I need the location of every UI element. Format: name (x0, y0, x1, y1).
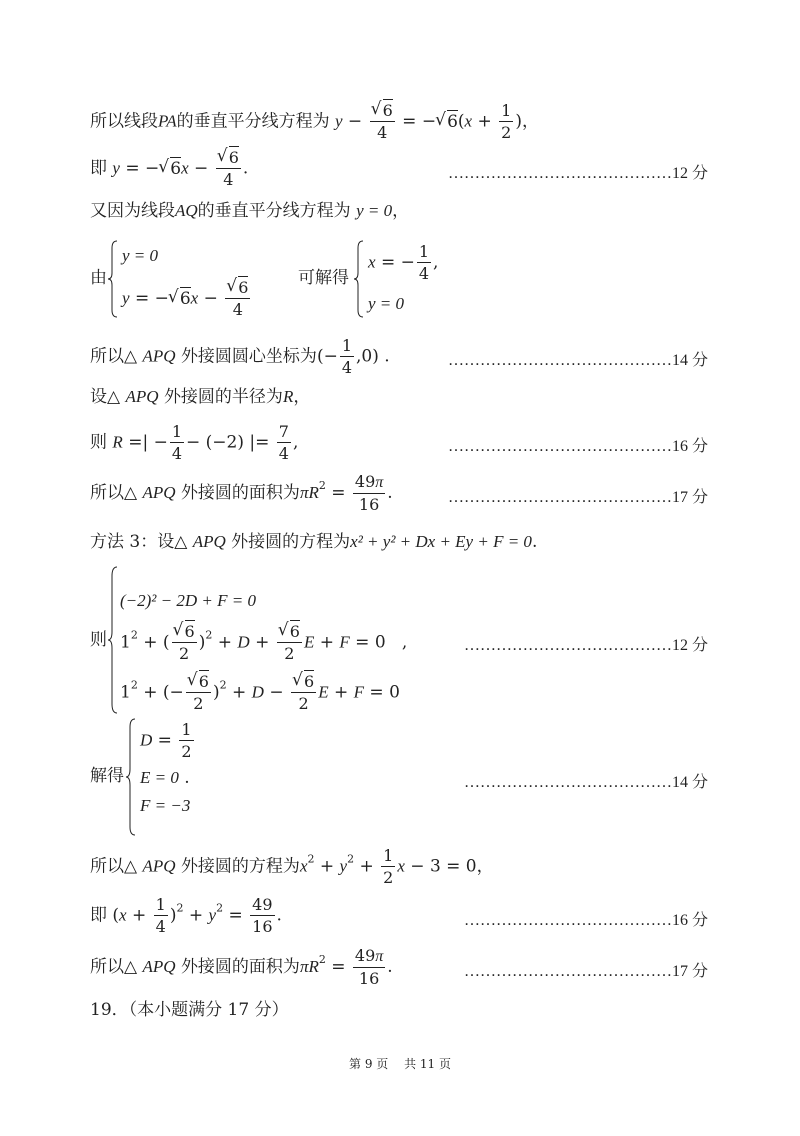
system-1: 由 y = 0 y = −√ 6x − √ $\frac{6}{4}$ 可解得 x = − $\frac{1}{4}$ , y = 0 (90, 240, 420, 320)
score-17-a: ……………………………………17 分 (447, 489, 708, 506)
score-16-b: …………………………………16 分 (463, 912, 708, 929)
score-17-b: …………………………………17 分 (463, 963, 708, 980)
line-aq-bisector: 又因为线段AQ的垂直平分线方程为 y = 0， (90, 201, 410, 221)
line-area-2: 所以△ APQ 外接圆的面积为$\pi R^2$ = $\frac{49\pi}{16}$ . (90, 946, 393, 988)
system-2: 则 (−2)² − 2D + F = 0 $1^2$ + ( √ $\frac{6}{2}$ )$^2$ + D + √ $\frac{6}{2}$ E + F = 0 , $1^2$ + (− √ $\frac{6}{2}$ )$^2$ + D − √ $\frac{6}{2}$ E + F = 0 (90, 566, 390, 714)
brace-left-4 (126, 718, 136, 836)
line-area-1: 所以△ APQ 外接圆的面积为$\pi R^2$ = $\frac{49\pi}{16}$ . (90, 472, 393, 514)
solution-system: 解得 D = $\frac{1}{2}$ E = 0 . F = −3 (90, 718, 290, 836)
segment-pa: PA (158, 111, 177, 131)
line-center: 所以△ APQ 外接圆圆心坐标为(− $\frac{1}{4}$ ,0) . (90, 336, 390, 377)
line-circle-eq: 所以△ APQ 外接圆的方程为$x^2 + y^2$ + $\frac{1}{2}$ x − 3 = 0， (90, 846, 494, 887)
brace-left-3 (108, 566, 118, 714)
score-12-a: ……………………………………12 分 (447, 165, 708, 182)
page-footer: 第 9 页 共 11 页 (349, 1057, 451, 1071)
brace-left-1 (108, 240, 118, 318)
score-12-b: …………………………………12 分 (463, 637, 708, 654)
method-3-heading: 方法 3：设△ APQ 外接圆的方程为x² + y² + Dx + Ey + F = 0. (90, 532, 538, 552)
line-standard-form: 即 (x + $\frac{1}{4}$ )$^2 + y^2$ = $\frac{49}{16}$ . (90, 895, 282, 936)
brace-left-2 (354, 240, 364, 318)
score-14-a: ……………………………………14 分 (447, 352, 708, 369)
question-19-heading: 19．（本小题满分 17 分） (90, 1000, 289, 1020)
line-pa-bisector: 所以线段PA的垂直平分线方程为 y − √ $\frac{6}{4}$ = −√ 6(x + $\frac{1}{2}$ )， (90, 103, 539, 141)
fraction-1-over-2: $\frac{1}{2}$ (501, 101, 512, 142)
line-radius-value: 则 R =| − $\frac{1}{4}$ − (−2) |= $\frac{7}{4}$ , (90, 422, 299, 463)
line-radius-def: 设△ APQ 外接圆的半径为R， (90, 387, 311, 407)
line-simplified-bisector: 即 y = −√ 6x − √ $\frac{6}{4}$ . (90, 150, 248, 188)
score-16-a: ……………………………………16 分 (447, 438, 708, 455)
score-14-b: …………………………………14 分 (463, 774, 708, 791)
fraction-sqrt6-over-4: √ $\frac{6}{4}$ (370, 103, 395, 141)
